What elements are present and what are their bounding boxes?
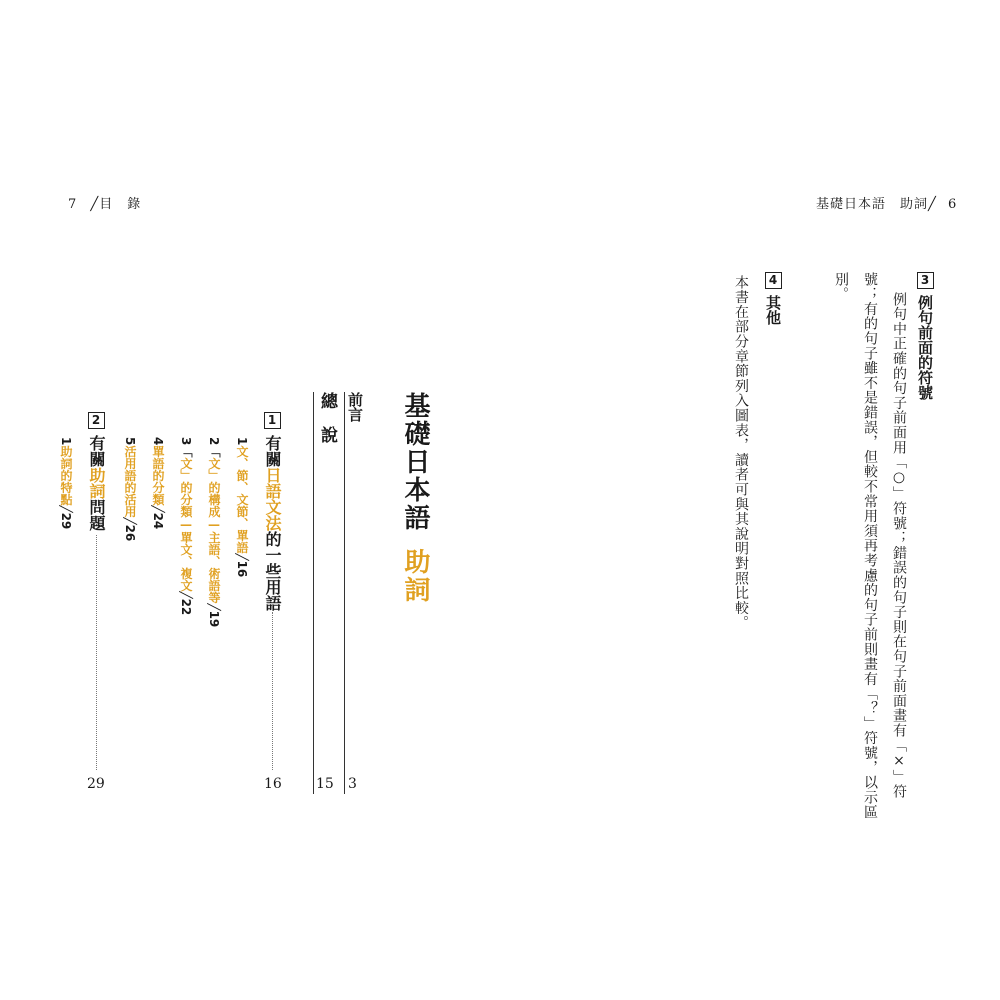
toc-entry-overview-page: 15 (316, 776, 334, 792)
toc-entry-preface-label: 前言 (346, 392, 364, 422)
body-line: 本書在部分章節列入圖表，讀者可與其說明對照比較。 (733, 275, 749, 631)
section-3-body (826, 272, 913, 820)
section-3-heading: 3例句前面的符號 (916, 273, 934, 400)
section-number-box: 3 (917, 272, 934, 289)
toc-item-1-2[interactable]: 2「文」的構成—主語、術語等╱19 (207, 437, 221, 628)
toc-item-2-1[interactable]: 1助詞的特點╱29 (59, 437, 73, 530)
toc-leader-dots (272, 612, 273, 770)
toc-entry-preface-page: 3 (348, 776, 357, 792)
left-page-number: 7 (68, 197, 78, 212)
toc-item-1-5[interactable]: 5活用語的活用╱26 (123, 437, 137, 542)
section-number-box: 4 (765, 272, 782, 289)
toc-section-2-title[interactable]: 2有關助詞問題 (87, 413, 106, 531)
section-4-body (731, 275, 751, 630)
book-title (400, 392, 430, 604)
body-line: 別。 (833, 272, 849, 302)
section-4-heading: 4其他 (764, 273, 782, 325)
toc-entry-overview[interactable] (317, 392, 337, 443)
toc-leader-dots (96, 535, 97, 770)
left-running-header (68, 193, 141, 212)
body-line: 號；有的句子雖不是錯誤，但較不常用須再考慮的句子前則畫有「？」符號，以示區 (862, 272, 878, 820)
book-title-sub: 助詞 (400, 548, 430, 604)
section-number-box: 1 (264, 412, 281, 429)
toc-section-1-title[interactable]: 1有關日語文法的一些用語 (263, 413, 282, 611)
body-line: 例句中正確的句子前面用「○」符號；錯誤的句子則在句子前面畫有「×」符 (891, 292, 907, 800)
left-header-title: ╱目 錄 (90, 197, 142, 212)
section-number-box: 2 (88, 412, 105, 429)
toc-rule-front (344, 392, 345, 794)
toc-section-1-page: 16 (264, 776, 282, 792)
book-title-main: 基礎日本語 (400, 392, 430, 532)
toc-rule-overview (313, 392, 314, 794)
toc-item-1-4[interactable]: 4單語的分類╱24 (151, 437, 165, 530)
toc-entry-overview-label: 總 說 (317, 392, 337, 443)
toc-item-1-1[interactable]: 1文、節、文節、單語╱16 (235, 437, 249, 578)
right-running-header (816, 193, 957, 212)
toc-item-1-3[interactable]: 3「文」的分類—單文、複文╱22 (179, 437, 193, 616)
right-header-title: 基礎日本語 助詞╱ (816, 197, 937, 212)
right-page-number: 6 (947, 197, 958, 212)
toc-entry-preface[interactable] (346, 392, 364, 422)
toc-section-2-page: 29 (87, 776, 105, 792)
